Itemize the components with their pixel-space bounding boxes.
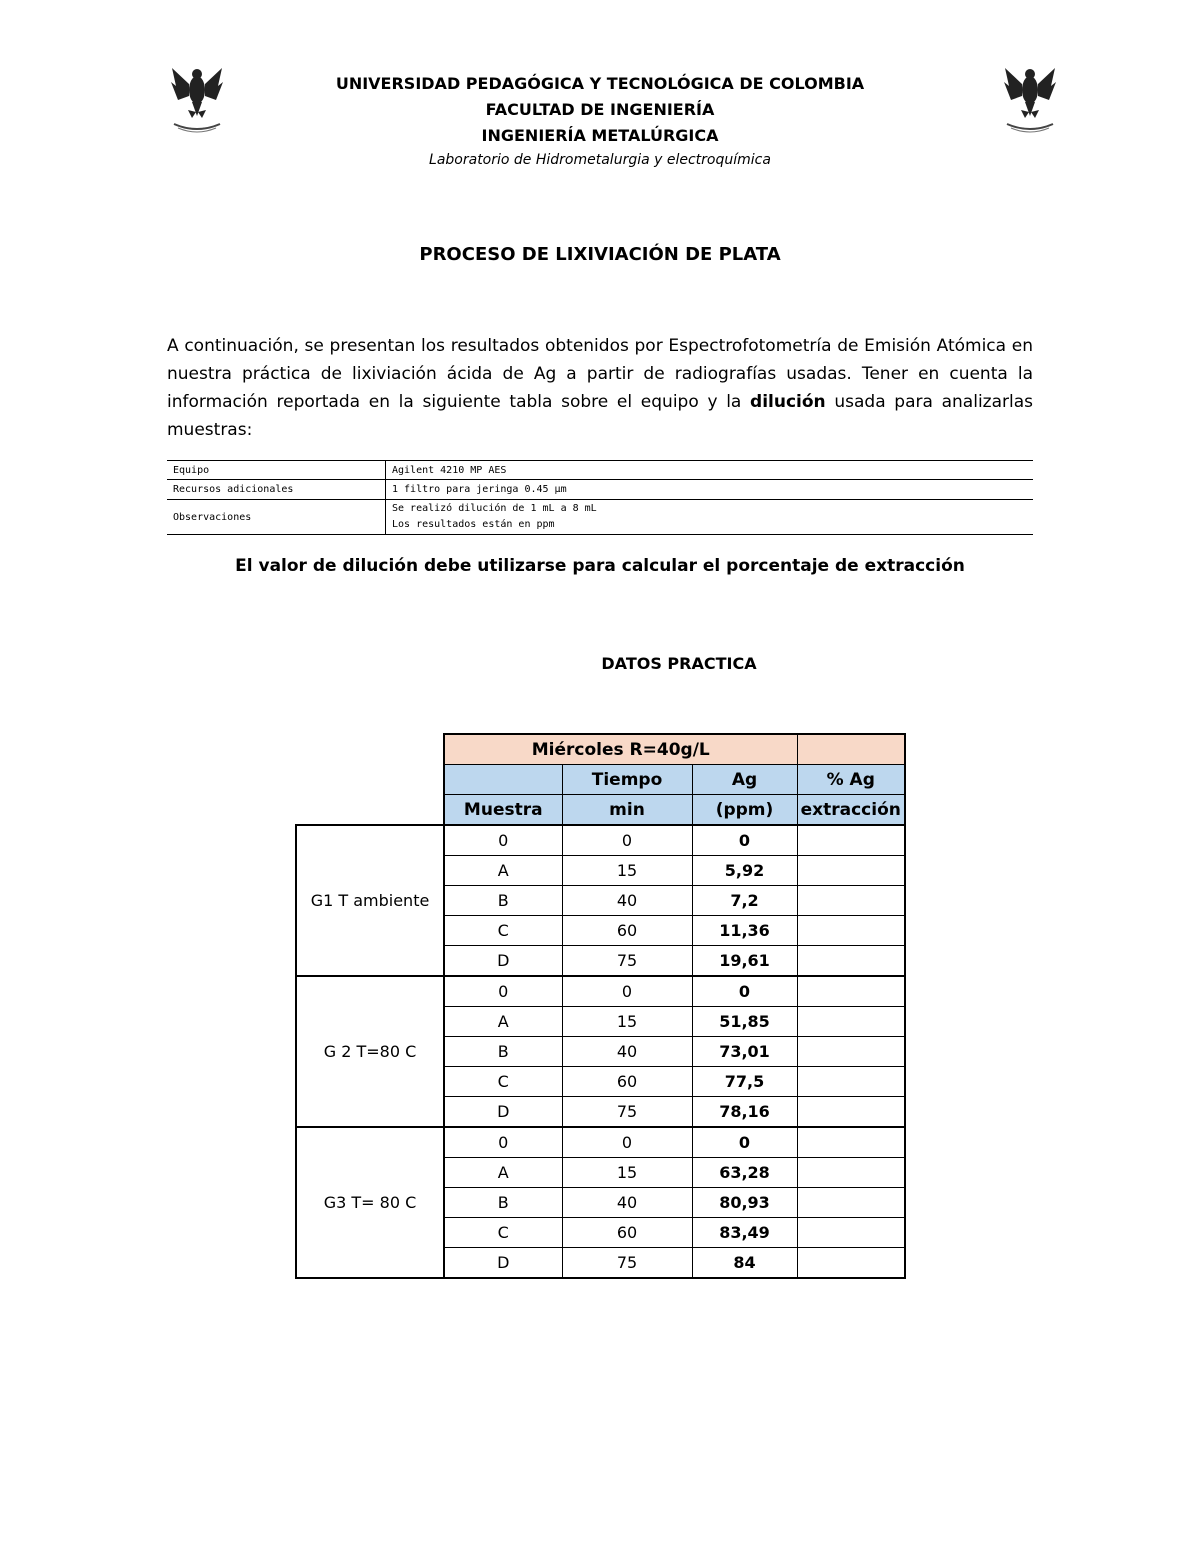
ag-cell: 0 (692, 976, 797, 1007)
ag-cell: 51,85 (692, 1007, 797, 1037)
extraction-cell[interactable] (797, 856, 905, 886)
ag-cell: 80,93 (692, 1188, 797, 1218)
extraction-cell[interactable] (797, 1218, 905, 1248)
sample-cell: 0 (444, 825, 562, 856)
equipment-value: Agilent 4210 MP AES (386, 461, 1034, 480)
equipment-table (167, 460, 1033, 535)
intro-text-1: A continuación, se presentan los resultados obtenidos por Espectrofotometría de Emisión Atómica en nuestra práctica de lixiviación ácida de Ag a partir de radiografías usadas. Tener en cuenta la información reportada en la siguiente tabla sobre el equipo y la (167, 336, 1033, 412)
equipment-key: Recursos adicionales (167, 480, 386, 500)
sample-cell: D (444, 946, 562, 977)
page-title: PROCESO DE LIXIVIACIÓN DE PLATA (419, 244, 781, 265)
sample-cell: B (444, 886, 562, 916)
sample-header: Muestra (444, 795, 562, 826)
section-title: DATOS PRACTICA (601, 654, 757, 673)
time-cell: 0 (562, 976, 692, 1007)
extraction-cell[interactable] (797, 1097, 905, 1128)
session-header: Miércoles R=40g/L (444, 734, 797, 765)
table-header-row (296, 765, 905, 795)
time-header: Tiempo (562, 765, 692, 795)
sample-cell: C (444, 1067, 562, 1097)
sample-cell: A (444, 1158, 562, 1188)
sample-cell: C (444, 916, 562, 946)
time-cell: 15 (562, 1007, 692, 1037)
university-name: UNIVERSIDAD PEDAGÓGICA Y TECNOLÓGICA DE COLOMBIA (335, 74, 865, 93)
sample-cell: D (444, 1248, 562, 1279)
extraction-cell[interactable] (797, 1248, 905, 1279)
ag-cell: 0 (692, 1127, 797, 1158)
ag-cell: 84 (692, 1248, 797, 1279)
session-header-empty (797, 734, 905, 765)
extraction-cell[interactable] (797, 825, 905, 856)
extraction-header: % Ag (797, 765, 905, 795)
equipment-row (167, 480, 1033, 500)
group-label: G 2 T=80 C (296, 976, 444, 1127)
faculty-name: FACULTAD DE INGENIERÍA (485, 100, 715, 119)
sample-header-top (444, 765, 562, 795)
equipment-key: Equipo (167, 461, 386, 480)
sample-cell: D (444, 1097, 562, 1128)
time-cell: 60 (562, 1218, 692, 1248)
sample-cell: A (444, 856, 562, 886)
intro-bold-dilution: dilución (750, 392, 826, 412)
equipment-value-cell (386, 500, 1034, 535)
time-cell: 15 (562, 856, 692, 886)
extraction-unit-header: extracción (797, 795, 905, 826)
sample-cell: C (444, 1218, 562, 1248)
program-name: INGENIERÍA METALÚRGICA (481, 126, 719, 145)
ag-cell: 19,61 (692, 946, 797, 977)
ag-cell: 63,28 (692, 1158, 797, 1188)
time-cell: 60 (562, 916, 692, 946)
equipment-row (167, 500, 1033, 535)
time-unit-header: min (562, 795, 692, 826)
data-table (295, 733, 906, 1279)
ag-cell: 77,5 (692, 1067, 797, 1097)
extraction-cell[interactable] (797, 976, 905, 1007)
extraction-cell[interactable] (797, 916, 905, 946)
extraction-cell[interactable] (797, 1007, 905, 1037)
time-cell: 0 (562, 1127, 692, 1158)
ag-cell: 83,49 (692, 1218, 797, 1248)
extraction-cell[interactable] (797, 946, 905, 977)
extraction-cell[interactable] (797, 1158, 905, 1188)
university-crest-left-icon (170, 60, 224, 136)
ag-cell: 0 (692, 825, 797, 856)
equipment-key: Observaciones (167, 500, 386, 535)
sample-cell: 0 (444, 1127, 562, 1158)
time-cell: 75 (562, 1248, 692, 1279)
table-header-row (296, 795, 905, 826)
time-cell: 75 (562, 1097, 692, 1128)
extraction-cell[interactable] (797, 1037, 905, 1067)
sample-cell: B (444, 1188, 562, 1218)
time-cell: 0 (562, 825, 692, 856)
extraction-cell[interactable] (797, 886, 905, 916)
time-cell: 15 (562, 1158, 692, 1188)
time-cell: 40 (562, 1188, 692, 1218)
extraction-cell[interactable] (797, 1188, 905, 1218)
extraction-cell[interactable] (797, 1127, 905, 1158)
table-header-row (296, 734, 905, 765)
equipment-row (167, 461, 1033, 480)
equipment-value: Se realizó dilución de 1 mL a 8 mL (392, 503, 597, 514)
lab-name: Laboratorio de Hidrometalurgia y electroquímica (429, 152, 771, 168)
time-cell: 40 (562, 1037, 692, 1067)
ag-cell: 11,36 (692, 916, 797, 946)
ag-cell: 73,01 (692, 1037, 797, 1067)
intro-paragraph (167, 332, 1033, 444)
ag-unit-header: (ppm) (692, 795, 797, 826)
time-cell: 60 (562, 1067, 692, 1097)
ag-cell: 7,2 (692, 886, 797, 916)
extraction-cell[interactable] (797, 1067, 905, 1097)
dilution-note: El valor de dilución debe utilizarse para calcular el porcentaje de extracción (235, 556, 965, 576)
table-row (296, 1127, 905, 1158)
time-cell: 40 (562, 886, 692, 916)
intro-text-2: usada para analizarlas muestras: (167, 392, 1033, 440)
time-cell: 75 (562, 946, 692, 977)
table-row (296, 825, 905, 856)
sample-cell: 0 (444, 976, 562, 1007)
ag-header: Ag (692, 765, 797, 795)
equipment-value: Los resultados están en ppm (392, 519, 555, 530)
ag-cell: 5,92 (692, 856, 797, 886)
ag-cell: 78,16 (692, 1097, 797, 1128)
table-row (296, 976, 905, 1007)
group-label: G1 T ambiente (296, 825, 444, 976)
university-crest-right-icon (1003, 60, 1057, 136)
sample-cell: B (444, 1037, 562, 1067)
equipment-value: 1 filtro para jeringa 0.45 µm (386, 480, 1034, 500)
sample-cell: A (444, 1007, 562, 1037)
group-label: G3 T= 80 C (296, 1127, 444, 1278)
